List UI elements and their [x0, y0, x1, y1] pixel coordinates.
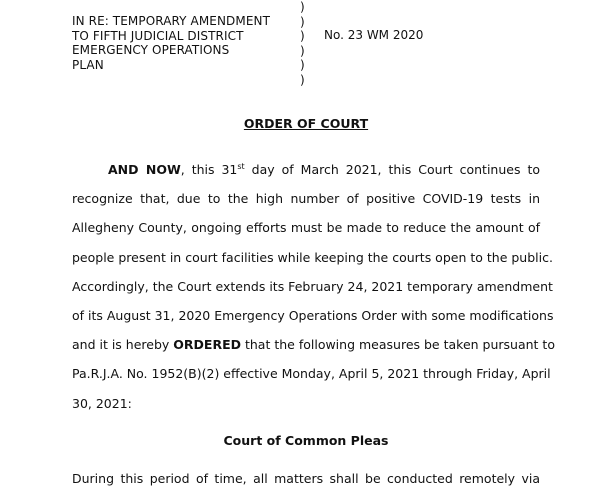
- paragraph-line: people present in court facilities while keeping the courts open to the public.: [72, 249, 553, 265]
- caption-line: IN RE: TEMPORARY AMENDMENT: [72, 14, 271, 28]
- caption-paren: ): [300, 14, 305, 29]
- caption-paren: ): [300, 29, 305, 44]
- section-heading: Court of Common Pleas: [223, 433, 389, 448]
- paragraph-line: Accordingly, the Court extends its February 24, 2021 temporary amendment: [72, 278, 553, 294]
- caption-paren: ): [300, 72, 305, 87]
- order-title: ORDER OF COURT: [243, 116, 369, 131]
- paragraph-line: of its August 31, 2020 Emergency Operations Order with some modifications: [72, 308, 554, 324]
- caption-line: TO FIFTH JUDICIAL DISTRICT: [72, 28, 244, 43]
- order-paragraph: [72, 155, 555, 418]
- caption-bracket-column: [300, 0, 305, 88]
- caption-line: PLAN: [72, 57, 104, 72]
- ordered-keyword: ORDERED: [173, 337, 241, 353]
- paragraph-line: [72, 155, 540, 184]
- caption-paren: ): [300, 43, 305, 58]
- ordinal-suffix: st: [237, 162, 245, 171]
- paragraph-line: recognize that, due to the high number of positive COVID-19 tests in: [72, 191, 540, 207]
- paragraph-line: Pa.R.J.A. No. 1952(B)(2) effective Monday, April 5, 2021 through Friday, April: [72, 366, 551, 382]
- caption-paren: ): [300, 0, 305, 14]
- paragraph-line: 30, 2021:: [72, 395, 132, 411]
- line-text: and it is hereby: [72, 337, 174, 353]
- paragraph-line: During this period of time, all matters shall be conducted remotely via: [72, 471, 540, 486]
- docket-number: No. 23 WM 2020: [324, 28, 424, 42]
- line-text: that the following measures be taken pursuant to: [241, 337, 555, 353]
- order-paragraph-2: [72, 464, 540, 493]
- caption-paren: ): [300, 58, 305, 73]
- and-now-lead: AND NOW: [108, 162, 181, 177]
- line-text: day of March 2021, this Court continues to: [244, 162, 540, 177]
- paragraph-line: Allegheny County, ongoing efforts must be made to reduce the amount of: [72, 220, 540, 236]
- caption-title: [72, 14, 270, 72]
- paragraph-line: [72, 330, 555, 359]
- cropped-text-line: [72, 492, 540, 500]
- date-text: , this 31: [180, 162, 238, 177]
- caption-line: EMERGENCY OPERATIONS: [72, 43, 230, 58]
